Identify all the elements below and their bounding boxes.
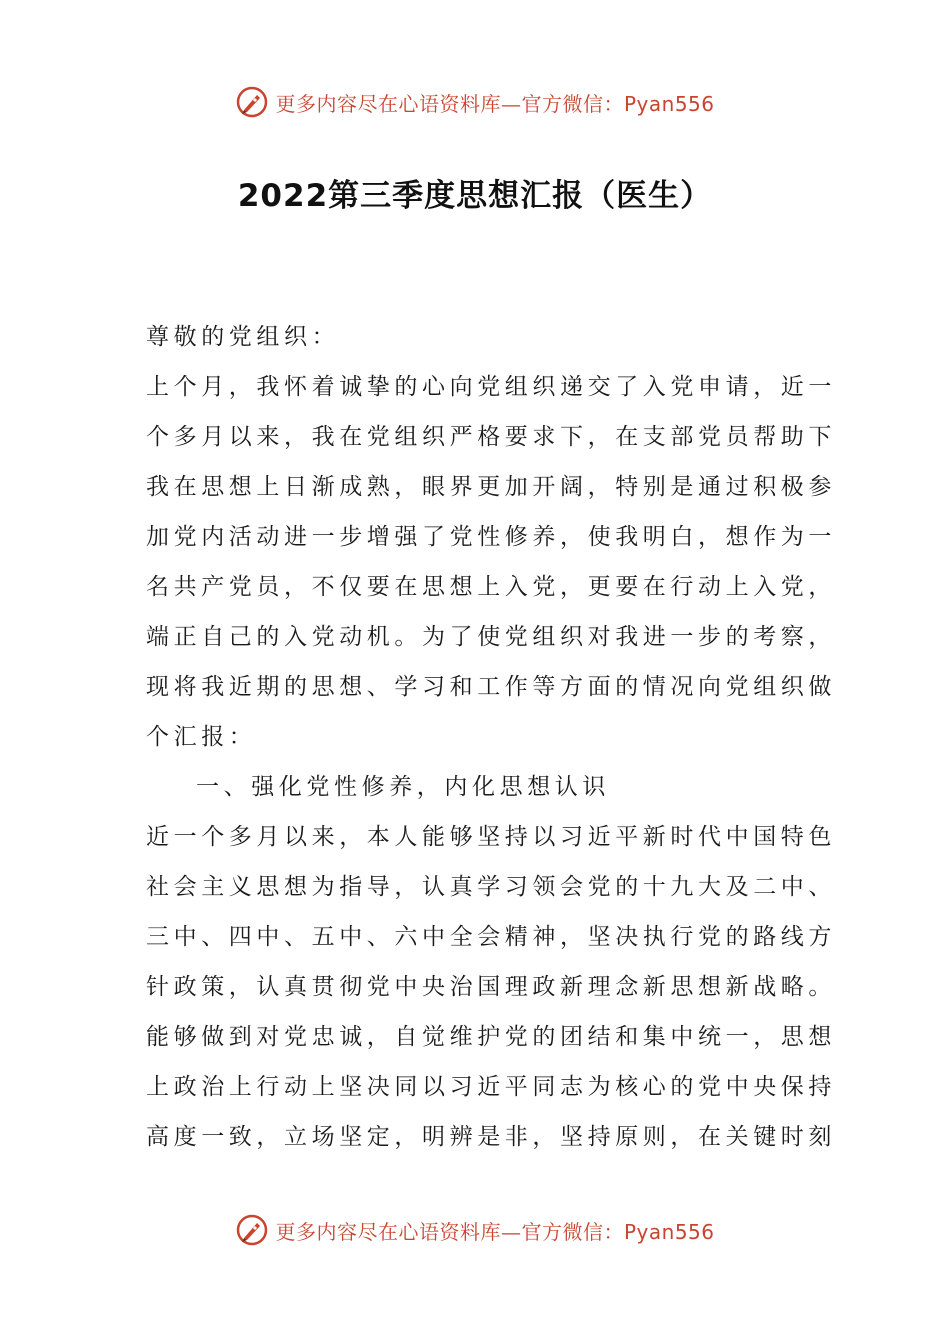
paragraph-line: 社会主义思想为指导，认真学习领会党的十九大及二中、 [146, 874, 836, 900]
paragraph-line: 加党内活动进一步增强了党性修养，使我明白，想作为一 [146, 524, 836, 550]
paragraph-line: 上个月，我怀着诚挚的心向党组织递交了入党申请，近一 [146, 374, 836, 400]
paragraph-line: 个汇报： [146, 724, 257, 750]
paragraph-line: 端正自己的入党动机。为了使党组织对我进一步的考察， [146, 624, 836, 650]
paragraph-line: 名共产党员，不仅要在思想上入党，更要在行动上入党， [146, 574, 836, 600]
banner-dash: — [500, 91, 522, 116]
banner-text [275, 88, 714, 117]
paragraph-line: 个多月以来，我在党组织严格要求下，在支部党员帮助下 [146, 424, 836, 450]
pen-nib-logo-icon [235, 85, 269, 119]
salutation: 尊敬的党组织： [146, 324, 340, 350]
paragraph-line: 高度一致，立场坚定，明辨是非，坚持原则，在关键时刻 [146, 1124, 836, 1150]
paragraph-line: 近一个多月以来，本人能够坚持以习近平新时代中国特色 [146, 824, 836, 850]
banner-wechat-id: Pyan556 [623, 91, 715, 116]
paragraph-line: 针政策，认真贯彻党中央治国理政新理念新思想新战略。 [146, 974, 836, 1000]
paragraph-line: 我在思想上日渐成熟，眼界更加开阔，特别是通过积极参 [146, 474, 836, 500]
paragraph-line: 上政治上行动上坚决同以习近平同志为核心的党中央保持 [146, 1074, 836, 1100]
footer-banner [0, 1208, 950, 1252]
paragraph-line: 现将我近期的思想、学习和工作等方面的情况向党组织做 [146, 674, 836, 700]
banner-wechat-label: 官方微信： [521, 91, 624, 116]
paragraph-line: 能够做到对党忠诚，自觉维护党的团结和集中统一，思想 [146, 1024, 836, 1050]
document-title: 2022第三季度思想汇报（医生） [237, 178, 713, 214]
document-body [146, 312, 836, 1162]
paragraph-line: 三中、四中、五中、六中全会精神，坚决执行党的路线方 [146, 924, 836, 950]
banner-dash: — [500, 1219, 522, 1244]
banner-text [275, 1216, 714, 1245]
section-heading: 一、强化党性修养，内化思想认识 [196, 774, 610, 800]
banner-main-text: 更多内容尽在心语资料库 [275, 1219, 501, 1244]
banner-wechat-label: 官方微信： [521, 1219, 624, 1244]
banner-wechat-id: Pyan556 [623, 1219, 715, 1244]
header-banner [0, 80, 950, 124]
pen-nib-logo-icon [235, 1213, 269, 1247]
banner-main-text: 更多内容尽在心语资料库 [275, 91, 501, 116]
